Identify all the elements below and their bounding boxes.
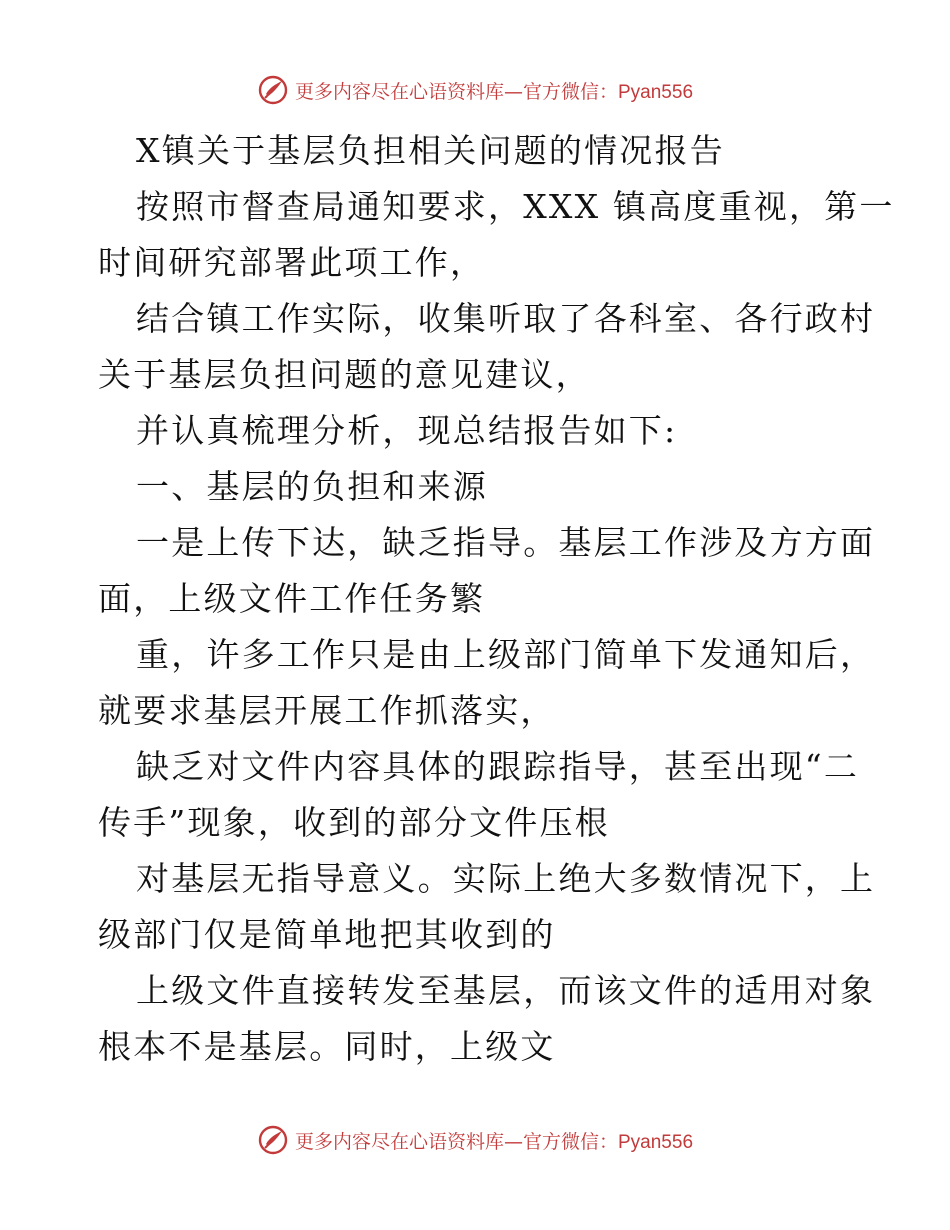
paragraph-line: 并认真梳理分析，现总结报告如下: (136, 411, 678, 450)
book-quill-logo-icon (257, 74, 289, 106)
paragraph-line: 结合镇工作实际，收集听取了各科室、各行政村 (136, 299, 876, 338)
watermark-text: 更多内容尽在心语资料库—官方微信：Pyan556 (294, 80, 694, 103)
book-quill-logo-icon (257, 1124, 289, 1156)
paragraph-line: 根本不是基层。同时，上级文 (98, 1027, 556, 1066)
paragraph-line: 时间研究部署此项工作， (98, 243, 486, 282)
paragraph-line: 重，许多工作只是由上级部门简单下发通知后， (136, 635, 876, 674)
section-heading: 一、基层的负担和来源 (136, 467, 488, 506)
paragraph-line: 关于基层负担问题的意见建议， (98, 355, 591, 394)
header-watermark (0, 70, 950, 110)
paragraph-line: 缺乏对文件内容具体的跟踪指导，甚至出现“二 (136, 747, 860, 786)
paragraph-line: 对基层无指导意义。实际上绝大多数情况下，上 (136, 859, 876, 898)
paragraph-line: 上级文件直接转发至基层，而该文件的适用对象 (136, 971, 876, 1010)
watermark-text: 更多内容尽在心语资料库—官方微信：Pyan556 (294, 1130, 694, 1153)
paragraph-line: 面，上级文件工作任务繁 (98, 579, 486, 618)
paragraph-line: 传手”现象，收到的部分文件压根 (98, 803, 610, 842)
paragraph-line: 按照市督查局通知要求，XXX 镇高度重视，第一 (136, 187, 895, 226)
footer-watermark (0, 1120, 950, 1160)
document-title: X镇关于基层负担相关问题的情况报告 (136, 131, 725, 170)
document-body (98, 123, 895, 1075)
paragraph-line: 一是上传下达，缺乏指导。基层工作涉及方方面 (136, 523, 876, 562)
paragraph-line: 就要求基层开展工作抓落实， (98, 691, 556, 730)
paragraph-line: 级部门仅是简单地把其收到的 (98, 915, 556, 954)
